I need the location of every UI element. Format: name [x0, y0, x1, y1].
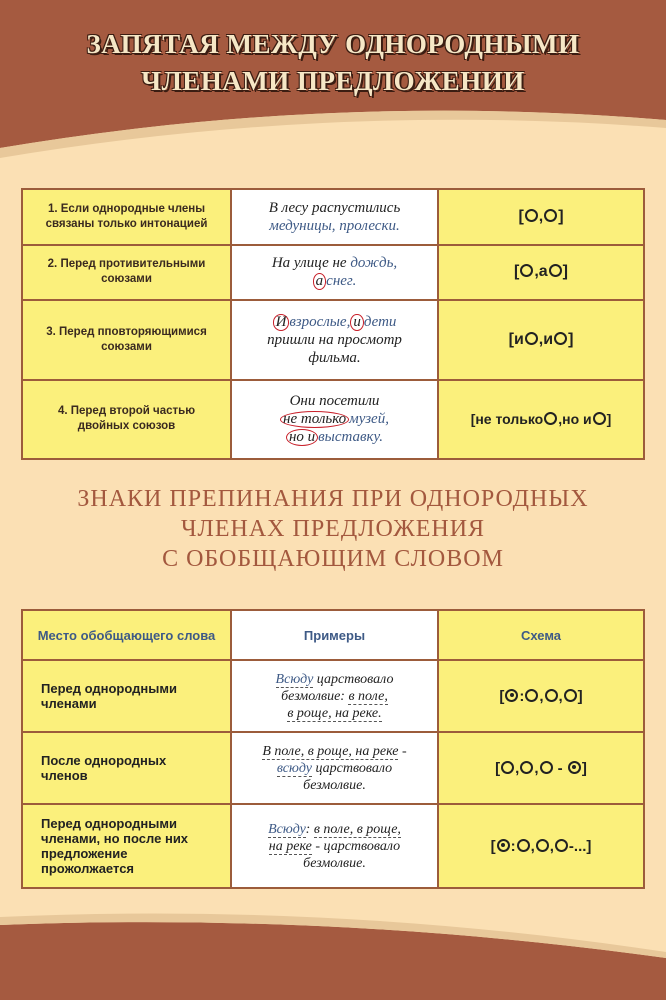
title-line-1: ЗАПЯТАЯ МЕЖДУ ОДНОРОДНЫМИ	[86, 29, 580, 59]
dotted-circle-icon	[505, 689, 518, 702]
example-text-homogeneous: медуницы, пролески.	[269, 217, 400, 234]
table-header-row	[22, 610, 644, 660]
example-text: На улице не	[271, 255, 351, 272]
example-text: пришли на просмотр	[267, 331, 402, 348]
scheme-cell	[438, 660, 644, 732]
scheme-conjunction: ,а	[534, 263, 548, 281]
example-text-homogeneous: взрослые,	[289, 313, 351, 330]
example-text: В лесу распустились	[268, 199, 401, 216]
example-text: царствовало	[313, 671, 394, 687]
example-text-homogeneous: дети	[363, 313, 397, 330]
example-conjunction: И	[273, 314, 290, 331]
circle-icon	[536, 839, 549, 852]
circle-icon	[525, 209, 538, 222]
scheme-dash: -	[553, 759, 567, 777]
example-cell	[231, 804, 438, 888]
example-text-homogeneous: снег.	[326, 273, 357, 290]
place-cell: Перед однородными членами	[22, 660, 231, 732]
example-generalizing-word: всюду	[276, 760, 312, 776]
example-text: безмолвие.	[303, 855, 366, 871]
table-row	[22, 189, 644, 245]
example-text-homogeneous: музей,	[349, 411, 389, 428]
scheme-bracket: ]	[562, 263, 568, 281]
circle-icon	[549, 264, 562, 277]
example-text-homogeneous: В поле, в роще, на реке	[262, 743, 399, 759]
scheme-conjunction: [не только	[470, 411, 544, 428]
scheme-cell	[438, 300, 644, 379]
scheme-bracket: ]	[577, 687, 583, 705]
table-row	[22, 380, 644, 459]
scheme-comma: ,	[538, 207, 544, 225]
circle-icon	[593, 412, 606, 425]
circle-icon	[564, 689, 577, 702]
table-row	[22, 804, 644, 888]
section-heading	[0, 484, 666, 574]
scheme-colon: :	[519, 687, 525, 705]
example-text: Они посетили	[289, 393, 380, 410]
rule-cell: 4. Перед второй частью двойных союзов	[22, 380, 231, 459]
circle-icon	[544, 412, 557, 425]
example-text-homogeneous: в поле,	[348, 688, 388, 704]
rule-cell: 2. Перед противительными союзами	[22, 245, 231, 301]
example-cell	[231, 380, 438, 459]
circle-icon	[545, 689, 558, 702]
circle-icon	[520, 761, 533, 774]
column-header: Примеры	[231, 610, 438, 660]
scheme-comma: ,	[534, 759, 539, 777]
title-line-2: ЧЛЕНАМИ ПРЕДЛОЖЕНИИ	[141, 66, 525, 96]
scheme-comma: ,	[558, 687, 563, 705]
scheme-conjunction: ,но и	[558, 411, 592, 428]
scheme-bracket: [	[518, 207, 524, 225]
circle-icon	[555, 839, 568, 852]
table-row	[22, 245, 644, 301]
example-text-homogeneous: на реке	[268, 838, 312, 854]
scheme-bracket: [	[495, 759, 501, 777]
example-text: - царствовало	[311, 838, 401, 854]
circle-icon	[501, 761, 514, 774]
scheme-cell	[438, 380, 644, 459]
generalizing-word-table	[21, 609, 645, 889]
scheme-colon: :	[510, 837, 516, 855]
section-heading-line: С ОБОБЩАЮЩИМ СЛОВОМ	[162, 546, 504, 572]
example-cell	[231, 300, 438, 379]
circle-icon	[520, 264, 533, 277]
example-text: фильма.	[308, 349, 361, 366]
table-row	[22, 732, 644, 804]
example-text: царствовало	[311, 760, 393, 776]
scheme-cell	[438, 245, 644, 301]
scheme-conjunction: [и	[508, 330, 524, 348]
example-text-homogeneous: в поле, в роще,	[313, 821, 401, 837]
scheme-comma: ,	[539, 687, 544, 705]
dotted-circle-icon	[568, 761, 581, 774]
example-generalizing-word: Всюду	[275, 671, 314, 687]
circle-icon	[525, 332, 538, 345]
table-row	[22, 300, 644, 379]
page-title	[0, 26, 666, 100]
comma-rules-table	[21, 188, 645, 460]
scheme-bracket: ]	[568, 330, 574, 348]
example-text: безмолвие:	[281, 688, 349, 704]
circle-icon	[544, 209, 557, 222]
scheme-cell	[438, 189, 644, 245]
dotted-circle-icon	[497, 839, 510, 852]
example-conjunction: а	[313, 273, 327, 290]
example-cell	[231, 660, 438, 732]
scheme-bracket: [	[490, 837, 496, 855]
example-text: безмолвие.	[303, 777, 366, 793]
circle-icon	[525, 689, 538, 702]
circle-icon	[540, 761, 553, 774]
scheme-comma: ,	[530, 837, 535, 855]
circle-icon	[554, 332, 567, 345]
table-row	[22, 660, 644, 732]
example-cell	[231, 189, 438, 245]
scheme-conjunction: ,и	[538, 330, 554, 348]
scheme-bracket: ]	[558, 207, 564, 225]
scheme-cell	[438, 732, 644, 804]
scheme-bracket: ]	[606, 411, 612, 428]
scheme-comma: ,	[515, 759, 520, 777]
example-generalizing-word: Всюду	[268, 821, 306, 837]
scheme-cell	[438, 804, 644, 888]
example-conjunction: не только	[280, 411, 349, 428]
example-cell	[231, 245, 438, 301]
example-text: -	[398, 743, 407, 759]
scheme-tail: -...]	[568, 837, 592, 855]
scheme-bracket: ]	[581, 759, 587, 777]
rule-cell: 1. Если однородные члены связаны только интонацией	[22, 189, 231, 245]
column-header: Схема	[438, 610, 644, 660]
circle-icon	[517, 839, 530, 852]
example-conjunction: и	[350, 314, 364, 331]
column-header: Место обобщающего слова	[22, 610, 231, 660]
section-heading-line: ЗНАКИ ПРЕПИНАНИЯ ПРИ ОДНОРОДНЫХ	[77, 486, 589, 512]
place-cell: После однородных членов	[22, 732, 231, 804]
scheme-bracket: [	[514, 263, 520, 281]
scheme-bracket: [	[499, 687, 505, 705]
rule-cell: 3. Перед пповторяющимися союзами	[22, 300, 231, 379]
example-text-homogeneous: в роще, на реке.	[287, 705, 382, 721]
section-heading-line: ЧЛЕНАХ ПРЕДЛОЖЕНИЯ	[180, 516, 486, 542]
example-text-homogeneous: выставку.	[318, 429, 384, 446]
example-text-homogeneous: дождь,	[350, 255, 398, 272]
example-cell	[231, 732, 438, 804]
place-cell: Перед однородными членами, но после них предложение прожолжается	[22, 804, 231, 888]
scheme-comma: ,	[549, 837, 554, 855]
example-text: :	[305, 821, 314, 837]
example-conjunction: но и	[286, 429, 318, 446]
